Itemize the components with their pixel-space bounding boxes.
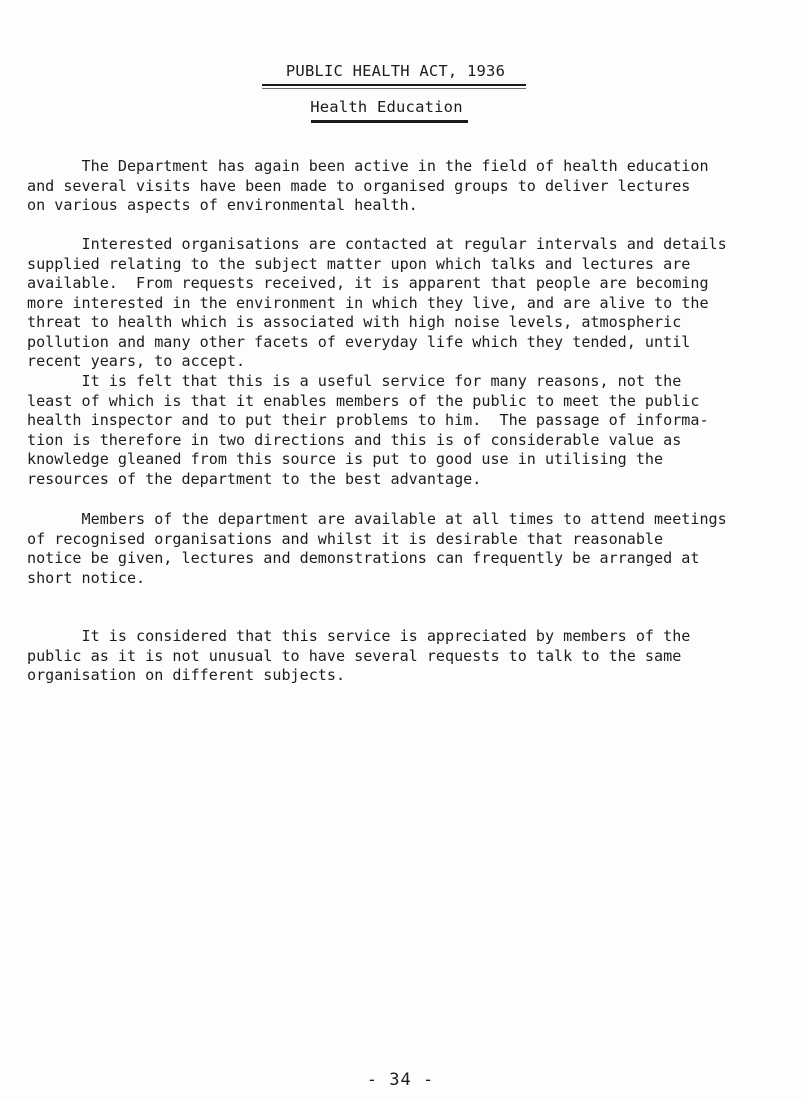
paragraph-line: health inspector and to put their problems to him. The passage of informa-: [27, 411, 709, 429]
paragraph-line: available. From requests received, it is apparent that people are becoming: [27, 274, 709, 292]
paragraph-line: resources of the department to the best advantage.: [27, 469, 482, 488]
paragraph-line: of recognised organisations and whilst it is desirable that reasonable: [27, 529, 664, 548]
paragraph-line: It is considered that this service is appreciated by members of the: [27, 627, 691, 645]
paragraph-line: public as it is not unusual to have several requests to talk to the same: [27, 646, 682, 665]
paragraph-line: tion is therefore in two directions and this is of considerable value as: [27, 430, 682, 449]
paragraph-line: knowledge gleaned from this source is put to good use in utilising the: [27, 450, 664, 468]
paragraph-department-activity: [27, 157, 777, 216]
paragraph-line: pollution and many other facets of everyday life which they tended, until: [27, 332, 691, 351]
page-number: - 34 -: [366, 1070, 435, 1090]
paragraph-line: more interested in the environment in which they live, and are alive to the: [27, 293, 709, 312]
paragraph-line: Interested organisations are contacted at regular intervals and details: [27, 235, 727, 253]
paragraph-line: It is felt that this is a useful service for many reasons, not the: [27, 372, 682, 390]
paragraph-line: organisation on different subjects.: [27, 666, 346, 684]
paragraph-line: short notice.: [27, 568, 146, 587]
paragraph-line: on various aspects of environmental health.: [27, 196, 418, 214]
paragraph-service-appreciated: [27, 627, 777, 686]
paragraph-members-available: [27, 510, 777, 588]
act-title-underline-secondary: [262, 88, 526, 89]
paragraph-line: supplied relating to the subject matter upon which talks and lectures are: [27, 254, 691, 273]
paragraph-line: threat to health which is associated with high noise levels, atmospheric: [27, 313, 682, 331]
paragraph-line: least of which is that it enables members of the public to meet the public: [27, 391, 700, 410]
paragraph-line: The Department has again been active in the field of health education: [27, 157, 709, 175]
act-title: PUBLIC HEALTH ACT, 1936: [285, 62, 506, 80]
section-title: Health Education: [310, 98, 463, 116]
paragraph-line: recent years, to accept.: [27, 352, 246, 370]
paragraph-line: notice be given, lectures and demonstrations can frequently be arranged at: [27, 549, 700, 567]
paragraph-useful-service: [27, 372, 777, 489]
paragraph-organisations-contacted: [27, 235, 777, 372]
paragraph-line: Members of the department are available at all times to attend meetings: [27, 510, 727, 528]
paragraph-line: and several visits have been made to organised groups to deliver lectures: [27, 176, 691, 195]
section-title-underline: [311, 120, 468, 123]
act-title-underline: [262, 84, 526, 86]
